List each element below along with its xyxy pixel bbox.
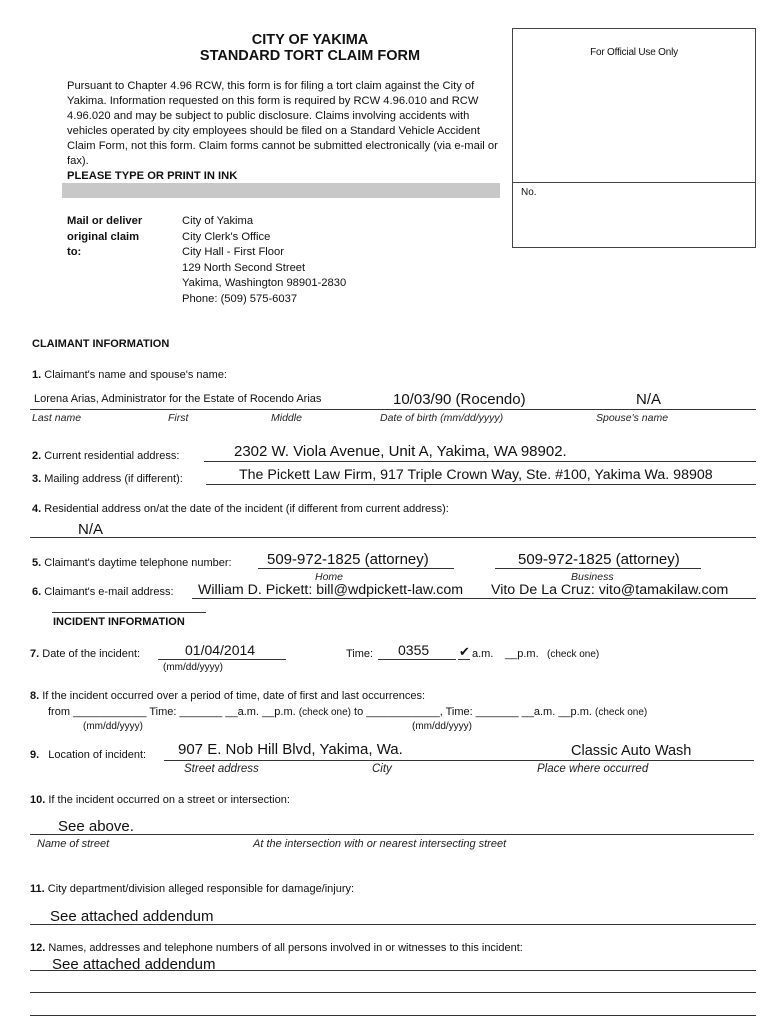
- q10-question: [30, 794, 290, 806]
- q7-time-line: [378, 659, 456, 660]
- cap-street-name: Name of street: [37, 838, 110, 850]
- business-phone-field[interactable]: 509-972-1825 (attorney): [518, 551, 680, 568]
- witnesses-field[interactable]: See attached addendum: [52, 956, 216, 973]
- q7-time-label: Time:: [346, 648, 374, 660]
- q7-date-caption: (mm/dd/yyyy): [163, 662, 223, 673]
- q3-line: [206, 484, 756, 485]
- q8-number: 8.: [30, 690, 40, 702]
- q2-question: [32, 450, 179, 462]
- q5-label: Claimant's daytime telephone number:: [44, 557, 232, 569]
- q3-question: [32, 473, 183, 485]
- q8-check-one-2: (check one): [595, 707, 648, 718]
- email-field-1[interactable]: William D. Pickett: bill@wdpickett-law.com: [198, 582, 464, 598]
- q12-number: 12.: [30, 942, 46, 954]
- incident-residence-field[interactable]: N/A: [78, 521, 104, 538]
- q11-number: 11.: [30, 883, 45, 895]
- gray-band: [62, 183, 500, 198]
- cap-middle-name: Middle: [271, 412, 302, 424]
- q10-line: [30, 834, 754, 835]
- mail-label-line: original claim: [67, 230, 140, 243]
- q8-check-one-1: (check one): [298, 707, 351, 718]
- mail-address-line: City Hall - First Floor: [182, 246, 284, 258]
- q3-number: 3.: [32, 473, 42, 485]
- email-field-2[interactable]: Vito De La Cruz: vito@tamakilaw.com: [491, 582, 729, 598]
- claimant-name-field[interactable]: Lorena Arias, Administrator for the Estate of Rocendo Arias: [34, 393, 322, 405]
- cap-business: Business: [571, 571, 614, 583]
- q9-number: 9.: [30, 749, 40, 761]
- cap-home: Home: [315, 571, 344, 583]
- q12-line-3: [30, 1015, 756, 1016]
- incident-section-title: INCIDENT INFORMATION: [53, 616, 185, 628]
- q10-label: If the incident occurred on a street or intersection:: [48, 794, 290, 806]
- mail-address-line: 129 North Second Street: [182, 261, 306, 274]
- q5-number: 5.: [32, 557, 42, 569]
- street-name-field[interactable]: See above.: [58, 818, 134, 835]
- intro-paragraph: [67, 79, 507, 184]
- incident-time-field[interactable]: 0355: [398, 642, 430, 658]
- mail-address-line: Yakima, Washington 98901-2830: [182, 277, 347, 289]
- q9-line: [164, 760, 754, 761]
- q11-line: [30, 924, 756, 925]
- q8-to-text: to ____________, Time: _______ __a.m. __p.m.: [354, 706, 592, 718]
- q6-question: [32, 586, 174, 598]
- residential-address-field[interactable]: 2302 W. Viola Avenue, Unit A, Yakima, WA 98902.: [234, 443, 567, 460]
- cap-spouse: Spouse's name: [596, 412, 669, 424]
- cap-street-address: Street address: [184, 763, 259, 775]
- q9-question: [30, 749, 146, 761]
- mail-address-line: Phone: (509) 575-6037: [182, 292, 298, 305]
- form-title: CITY OF YAKIMA: [251, 32, 369, 48]
- mail-label-line: Mail or deliver: [67, 215, 143, 227]
- q8-from-caption: (mm/dd/yyyy): [83, 721, 143, 732]
- incident-date-field[interactable]: 01/04/2014: [185, 642, 256, 658]
- q4-question: [32, 503, 449, 515]
- q7-label: Date of the incident:: [42, 648, 141, 660]
- q4-line: [30, 537, 756, 538]
- spouse-field[interactable]: N/A: [636, 391, 662, 408]
- q6-number: 6.: [32, 586, 42, 598]
- q8-to-caption: (mm/dd/yyyy): [412, 721, 472, 732]
- q5-question: [32, 557, 232, 569]
- claim-number-label: No.: [521, 187, 537, 198]
- cap-first-name: First: [168, 412, 189, 424]
- q3-label: Mailing address (if different):: [44, 473, 183, 485]
- q2-label: Current residential address:: [44, 450, 180, 462]
- official-use-box: [512, 28, 756, 248]
- cap-last-name: Last name: [32, 412, 82, 424]
- incident-title-rule: [52, 612, 206, 613]
- q2-line: [204, 461, 756, 462]
- q10-number: 10.: [30, 794, 46, 806]
- mail-label: [67, 214, 142, 261]
- mailing-address-field[interactable]: The Pickett Law Firm, 917 Triple Crown Way, Ste. #100, Yakima Wa. 98908: [239, 467, 713, 483]
- cap-city: City: [372, 763, 392, 775]
- check-one-note: (check one): [547, 649, 600, 660]
- name-line: [30, 409, 756, 410]
- q12-label: Names, addresses and telephone numbers of all persons involved in or witnesses to this incident:: [48, 942, 523, 954]
- q6-line: [192, 598, 756, 599]
- q4-label: Residential address on/at the date of the incident (if different from current address):: [44, 503, 449, 515]
- am-label: a.m.: [472, 648, 494, 660]
- q1-number: 1.: [32, 369, 42, 381]
- q7-number: 7.: [30, 648, 40, 660]
- q11-label: City department/division alleged responsible for damage/injury:: [47, 883, 355, 895]
- am-check-line: [458, 659, 470, 660]
- q7-question: [30, 648, 140, 660]
- mail-label-line: to:: [67, 246, 82, 258]
- q8-question: [30, 690, 425, 702]
- home-phone-line: [258, 568, 454, 569]
- official-use-divider: [513, 182, 755, 183]
- q11-question: [30, 883, 354, 895]
- incident-place-field[interactable]: Classic Auto Wash: [571, 743, 692, 759]
- q8-from-text: from ____________ Time: _______ __a.m. __p.m.: [48, 706, 296, 718]
- q8-label: If the incident occurred over a period of time, date of first and last occurrences:: [42, 690, 425, 702]
- ink-instruction: PLEASE TYPE OR PRINT IN INK: [67, 170, 238, 182]
- q1-question: [32, 369, 227, 381]
- form-subtitle: STANDARD TORT CLAIM FORM: [199, 48, 421, 64]
- mail-address-line: City Clerk's Office: [182, 230, 271, 243]
- q2-number: 2.: [32, 450, 42, 462]
- q12-line-1: [30, 970, 756, 971]
- official-use-label: For Official Use Only: [590, 47, 678, 58]
- intro-text: Pursuant to Chapter 4.96 RCW, this form is for filing a tort claim against the City of Yakima. Information requested on this form is required by RCW 4.96.010 and RCW 4.96.020 and may be subject to public disclosure. Claims involving accidents with vehicles operated by city employees should be filed on a Standard Vehicle Accident Claim Form, not this form. Claim forms cannot be submitted electronically (via e-mail or fax).: [67, 80, 498, 167]
- cap-intersection: At the intersection with or nearest intersecting street: [253, 838, 507, 850]
- mail-address-line: City of Yakima: [182, 215, 254, 227]
- claimant-section-title: CLAIMANT INFORMATION: [32, 338, 170, 350]
- incident-street-field[interactable]: 907 E. Nob Hill Blvd, Yakima, Wa.: [178, 741, 403, 758]
- cap-dob: Date of birth (mm/dd/yyyy): [380, 412, 504, 424]
- mail-address: [182, 214, 346, 307]
- pm-option[interactable]: __p.m.: [505, 648, 539, 660]
- q12-line-2: [30, 992, 756, 993]
- cap-place: Place where occurred: [537, 763, 649, 775]
- q8-from-line[interactable]: [48, 706, 647, 718]
- q12-question: [30, 942, 523, 954]
- department-field[interactable]: See attached addendum: [50, 908, 214, 925]
- q6-label: Claimant's e-mail address:: [44, 586, 174, 598]
- dob-field[interactable]: 10/03/90 (Rocendo): [393, 391, 526, 408]
- q1-label: Claimant's name and spouse's name:: [44, 369, 227, 381]
- q9-label: Location of incident:: [48, 749, 147, 761]
- business-phone-line: [495, 568, 701, 569]
- q4-number: 4.: [32, 503, 42, 515]
- am-checkmark-icon[interactable]: ✔: [459, 644, 470, 659]
- q7-date-line: [158, 659, 286, 660]
- home-phone-field[interactable]: 509-972-1825 (attorney): [267, 551, 429, 568]
